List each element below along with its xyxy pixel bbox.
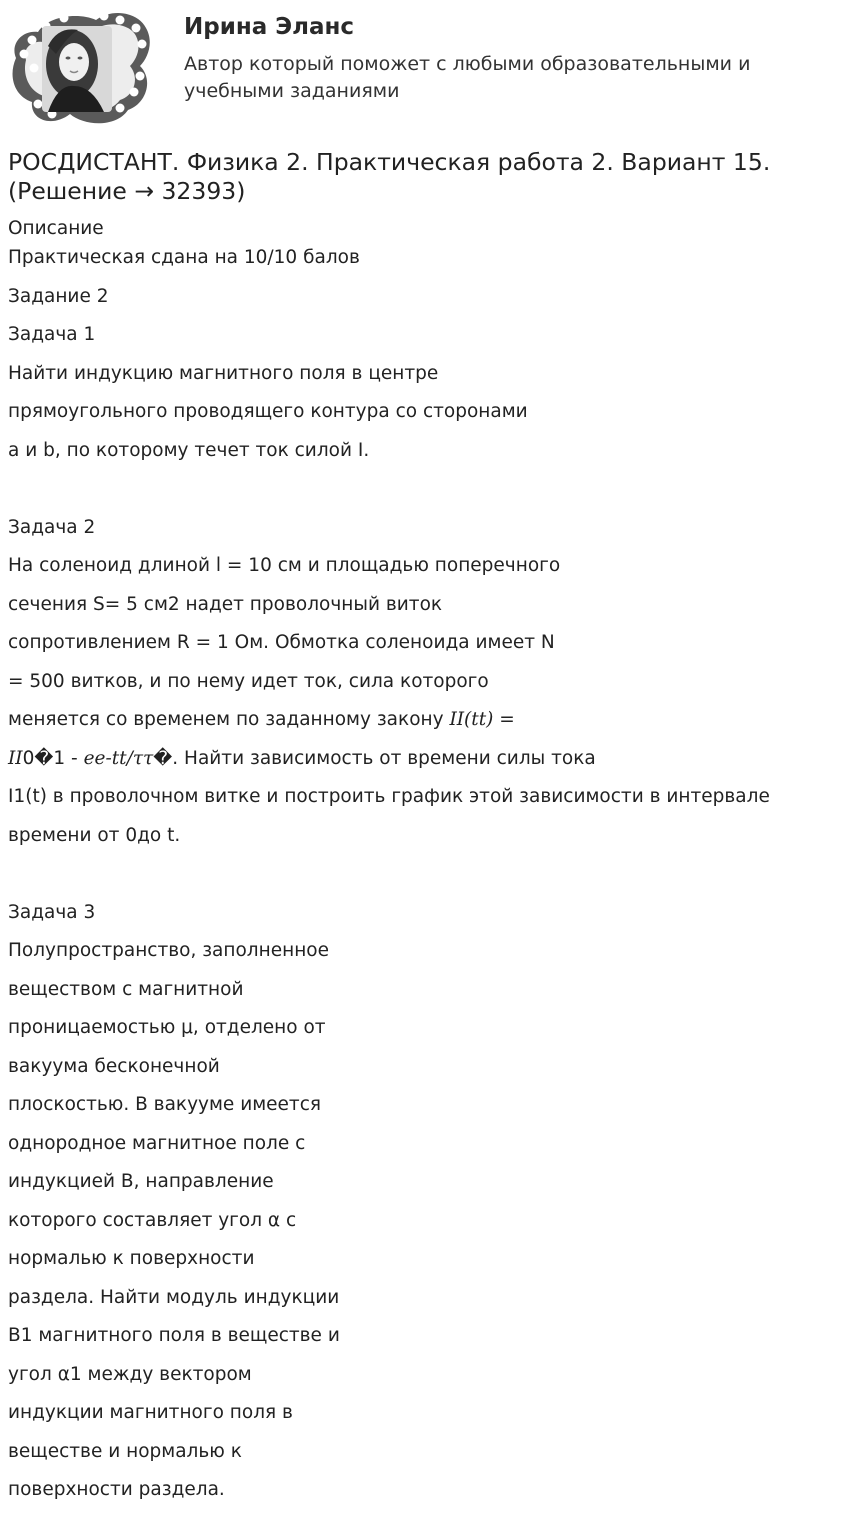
description-body [8, 244, 838, 1515]
text-line [8, 1322, 838, 1361]
text-segment: сопротивлением R = 1 Ом. Обмотка соленоида имеет N [8, 632, 555, 653]
author-name[interactable]: Ирина Эланс [184, 14, 355, 40]
text-line [8, 475, 838, 514]
text-line [8, 1168, 838, 1207]
text-line [8, 668, 838, 707]
text-segment: На соленоид длиной l = 10 см и площадью поперечного [8, 555, 561, 576]
text-line [8, 706, 838, 745]
document-title: РОСДИСТАНТ. Физика 2. Практическая работа 2. Вариант 15. (Решение → 32393) [8, 148, 771, 205]
text-line [8, 1014, 838, 1053]
text-segment: Задача 3 [8, 901, 96, 923]
text-segment: раздела. Найти модуль индукции [8, 1286, 340, 1308]
text-segment: = 500 витков, и по нему идет ток, сила которого [8, 670, 489, 692]
text-segment: �. Найти зависимость от времени силы тока [153, 747, 596, 769]
text-line [8, 1361, 838, 1400]
text-segment: Практическая сдана на 10/10 балов [8, 247, 360, 268]
text-line [8, 437, 838, 476]
text-line [8, 1091, 838, 1130]
text-line [8, 629, 838, 668]
text-line [8, 899, 838, 938]
text-segment: = [493, 709, 515, 730]
film-reel-avatar-icon [8, 6, 153, 128]
author-avatar[interactable] [8, 6, 153, 128]
text-line [8, 937, 838, 976]
text-segment: поверхности раздела. [8, 1479, 225, 1500]
text-line [8, 360, 838, 399]
text-line [8, 1399, 838, 1438]
text-line [8, 1476, 838, 1515]
text-line [8, 1130, 838, 1169]
text-line [8, 514, 838, 553]
text-segment: веществе и нормалью к [8, 1440, 242, 1462]
text-line [8, 398, 838, 437]
text-segment: сечения S= 5 см2 надет проволочный виток [8, 593, 443, 615]
text-segment: индукцией B, направление [8, 1171, 274, 1192]
text-line [8, 321, 838, 360]
text-line [8, 244, 838, 283]
author-header [8, 6, 838, 130]
text-line [8, 552, 838, 591]
math-expression: ee-tt/ττ [83, 747, 154, 769]
text-segment: которого составляет угол α с [8, 1209, 297, 1231]
text-segment: проницаемостью μ, отделено от [8, 1017, 326, 1038]
text-line [8, 1053, 838, 1092]
text-segment: Полупространство, заполненное [8, 940, 329, 961]
text-segment: однородное магнитное поле с [8, 1132, 306, 1154]
text-segment: B1 магнитного поля в веществе и [8, 1325, 340, 1346]
text-line [8, 283, 838, 322]
text-segment: меняется со временем по заданному закону [8, 709, 450, 730]
text-line [8, 976, 838, 1015]
text-segment: плоскостью. В вакууме имеется [8, 1094, 322, 1115]
text-segment: времени от 0до t. [8, 824, 181, 846]
text-line [8, 745, 838, 784]
text-segment: 0�1 - [22, 747, 84, 769]
text-segment: Задача 2 [8, 516, 96, 538]
text-line [8, 1245, 838, 1284]
math-expression: II [8, 747, 23, 769]
text-segment: угол α1 между вектором [8, 1363, 252, 1385]
text-segment: a и b, по которому течет ток силой I. [8, 439, 370, 461]
description-label: Описание [8, 218, 104, 239]
text-segment: нормалью к поверхности [8, 1248, 255, 1269]
text-segment: Задание 2 [8, 285, 109, 307]
text-segment: прямоугольного проводящего контура со сторонами [8, 401, 528, 422]
text-line [8, 1207, 838, 1246]
text-segment: вакуума бесконечной [8, 1055, 220, 1077]
text-line [8, 1438, 838, 1477]
author-description: Автор который поможет с любыми образовательными и учебными заданиями [184, 53, 751, 102]
text-segment: Найти индукцию магнитного поля в центре [8, 362, 439, 384]
text-segment: Задача 1 [8, 324, 96, 345]
text-segment: веществом с магнитной [8, 978, 244, 1000]
text-line [8, 591, 838, 630]
text-segment: I1(t) в проволочном витке и построить график этой зависимости в интервале [8, 786, 770, 807]
text-line [8, 822, 838, 861]
text-line [8, 783, 838, 822]
math-expression: II(tt) [449, 709, 494, 730]
text-line [8, 860, 838, 899]
text-segment: индукции магнитного поля в [8, 1402, 293, 1423]
text-line [8, 1284, 838, 1323]
